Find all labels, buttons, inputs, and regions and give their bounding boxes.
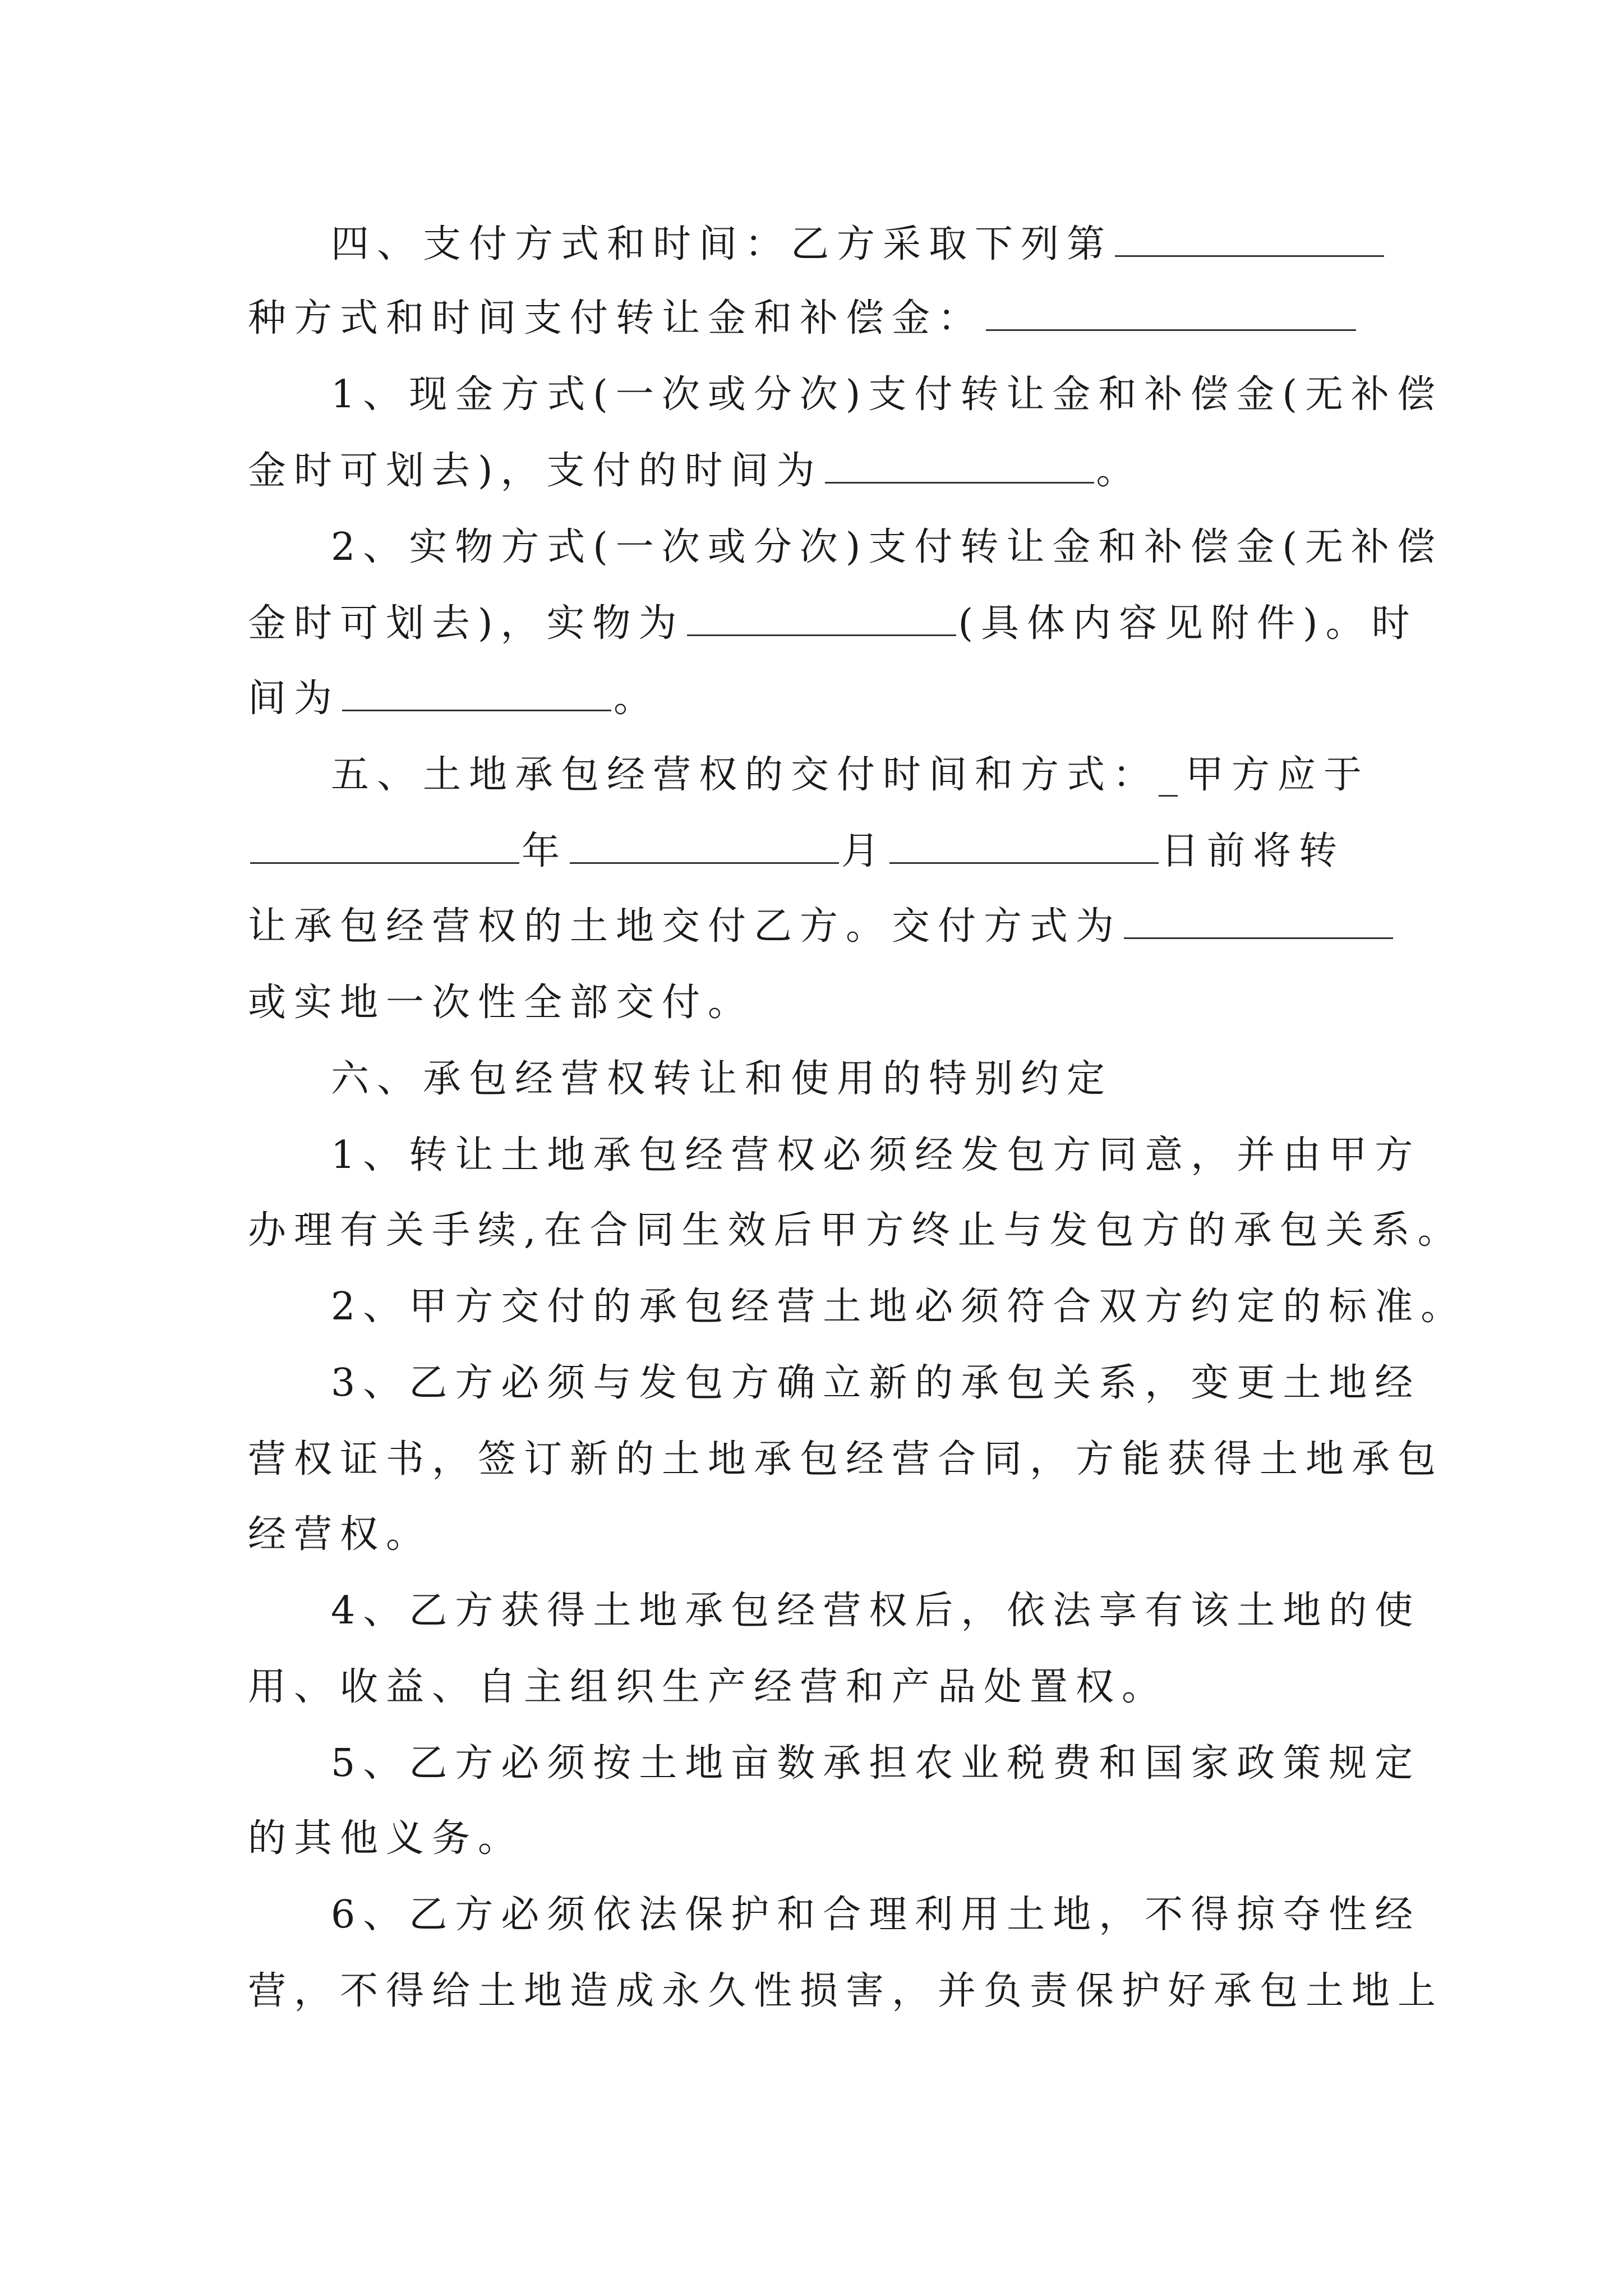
sec4-cont: 种方式和时间支付转让金和补偿金： [248,296,984,341]
p3-line2 [248,1433,1444,1487]
item1-text-1: 1、现金方式(一次或分次)支付转让金和补偿金(无补偿 [331,372,1443,417]
p5-line1 [331,1737,1475,1791]
p6-text-1: 6、乙方必须依法保护和合理利用土地，不得掠夺性经 [331,1893,1421,1937]
p3-line3 [248,1508,1392,1562]
sec4-choice-blank [1115,222,1384,257]
p1-text-1: 1、转让土地承包经营权必须经发包方同意，并由甲方 [331,1133,1421,1177]
month-label: 月 [841,829,888,873]
sec6-title: 六、承包经营权转让和使用的特别约定 [331,1057,1113,1101]
year-blank [250,829,519,864]
delivery-method-blank [1124,904,1393,939]
sec4-title-line [331,218,1475,272]
p5-line2 [248,1812,1392,1866]
p3-text-2: 营权证书，签订新的土地承包经营合同，方能获得土地承包 [248,1437,1444,1481]
sec5-line4 [248,976,1392,1030]
sec4-title: 四、支付方式和时间：乙方采取下列第 [331,222,1113,266]
sec4-method-blank [986,296,1356,331]
item1-line2 [248,444,1392,498]
p1-line2 [248,1204,1464,1258]
p4-line2 [248,1660,1392,1714]
item1-line1 [331,368,1475,422]
p6-text-2: 营，不得给土地造成永久性损害，并负责保护好承包土地上 [248,1969,1444,2013]
sec5-text-4: 或实地一次性全部交付。 [248,981,754,1025]
p2-text-1: 2、甲方交付的承包经营土地必须符合双方约定的标准。 [331,1285,1467,1329]
item2-text-2b: (具体内容见附件)。时 [958,601,1418,646]
p6-line2 [248,1964,1444,2018]
p3-line1 [331,1356,1475,1410]
p1-line1 [331,1129,1475,1182]
p4-text-2: 用、收益、自主组织生产经营和产品处置权。 [248,1665,1168,1709]
item2-text-3b: 。 [614,677,660,721]
item1-time-blank [825,448,1094,484]
p2-line1 [331,1280,1475,1334]
month-blank [570,829,839,864]
year-label: 年 [522,829,568,873]
item2-line1 [331,521,1475,574]
p5-text-2: 的其他义务。 [248,1816,524,1861]
sec5-date-line [248,825,1392,878]
item2-text-3a: 间为 [248,677,340,721]
item2-goods-blank [687,601,956,636]
p1-text-2: 办理有关手续,在合同生效后甲方终止与发包方的承包关系。 [248,1208,1464,1253]
sec5-line1 [331,748,1475,802]
p3-text-1: 3、乙方必须与发包方确立新的承包关系，变更土地经 [331,1361,1421,1405]
sec5-line3 [248,900,1392,954]
sec5-text-1: 五、土地承包经营权的交付时间和方式：_甲方应于 [331,753,1370,797]
item1-end: 。 [1096,449,1142,493]
day-label: 日前将转 [1161,829,1345,873]
sec6-title-line [331,1052,1475,1106]
item2-time-blank [342,676,611,711]
sec4-cont-line [248,292,1392,346]
item2-line3 [248,672,1392,726]
p6-line1 [331,1888,1475,1942]
item2-text-2a: 金时可划去)，实物为 [248,601,685,646]
day-blank [889,829,1159,864]
p4-line1 [331,1584,1475,1638]
sec5-text-3: 让承包经营权的土地交付乙方。交付方式为 [248,904,1122,949]
p3-text-3: 经营权。 [248,1512,432,1557]
item2-text-1: 2、实物方式(一次或分次)支付转让金和补偿金(无补偿 [331,525,1443,569]
item1-text-2: 金时可划去)，支付的时间为 [248,449,823,493]
item2-line2 [248,597,1418,651]
p5-text-1: 5、乙方必须按土地亩数承担农业税费和国家政策规定 [331,1741,1421,1786]
p4-text-1: 4、乙方获得土地承包经营权后，依法享有该土地的使 [331,1589,1421,1633]
